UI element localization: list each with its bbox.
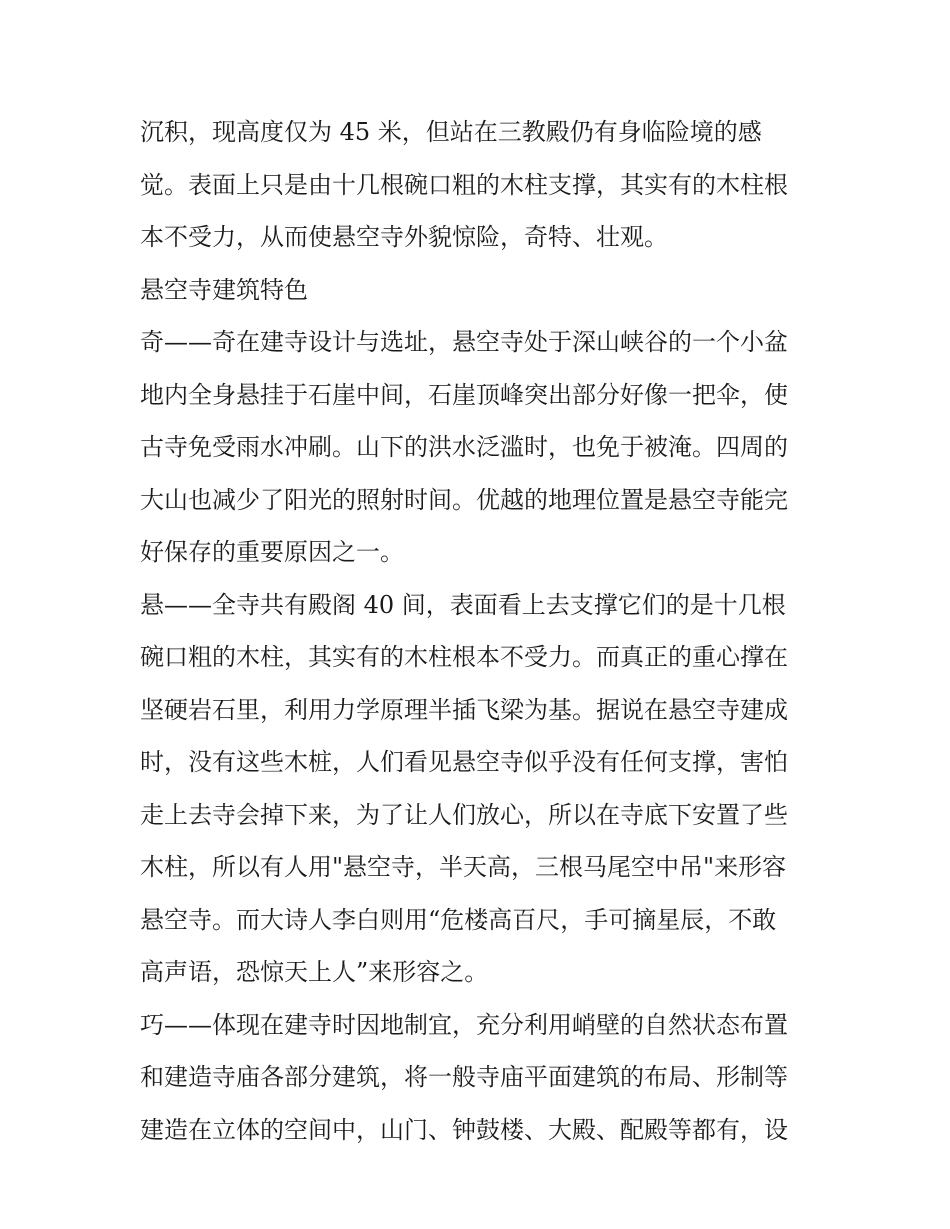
body-text [140,106,820,1156]
text-line: 悬——全寺共有殿阁 40 间，表面看上去支撑它们的是十几根 [140,590,786,619]
text-line: 木柱，所以有人用"悬空寺，半天高，三根马尾空中吊"来形容 [140,853,787,881]
text-line: 沉积，现高度仅为 45 米，但站在三教殿仍有身临险境的感 [140,118,762,146]
text-line: 大山也减少了阳光的照射时间。优越的地理位置是悬空寺能完 [140,485,788,514]
text-line: 碗口粗的木柱，其实有的木柱根本不受力。而真正的重心撑在 [140,643,788,671]
text-line: 好保存的重要原因之一。 [140,538,404,566]
text-line: 本不受力，从而使悬空寺外貌惊险，奇特、壮观。 [140,223,668,251]
text-line: 建造在立体的空间中，山门、钟鼓楼、大殿、配殿等都有，设 [140,1115,788,1144]
text-line: 悬空寺。而大诗人李白则用“危楼高百尺，手可摘星辰，不敢 [140,905,777,934]
text-line: 奇——奇在建寺设计与选址，悬空寺处于深山峡谷的一个小盆 [140,328,788,356]
text-line: 走上去寺会掉下来，为了让人们放心，所以在寺底下安置了些 [140,800,788,829]
text-line: 巧——体现在建寺时因地制宜，充分利用峭壁的自然状态布置 [140,1010,788,1039]
text-line: 地内全身悬挂于石崖中间，石崖顶峰突出部分好像一把伞，使 [140,380,788,409]
text-line: 坚硬岩石里，利用力学原理半插飞梁为基。据说在悬空寺建成 [140,695,788,724]
text-line: 古寺免受雨水冲刷。山下的洪水泛滥时，也免于被淹。四周的 [140,433,788,461]
text-line: 高声语，恐惊天上人”来形容之。 [140,958,489,986]
text-line: 和建造寺庙各部分建筑，将一般寺庙平面建筑的布局、形制等 [140,1063,788,1091]
section-heading: 悬空寺建筑特色 [140,275,308,304]
text-line: 时，没有这些木桩，人们看见悬空寺似乎没有任何支撑，害怕 [140,748,788,776]
text-line: 觉。表面上只是由十几根碗口粗的木柱支撑，其实有的木柱根 [140,170,788,199]
